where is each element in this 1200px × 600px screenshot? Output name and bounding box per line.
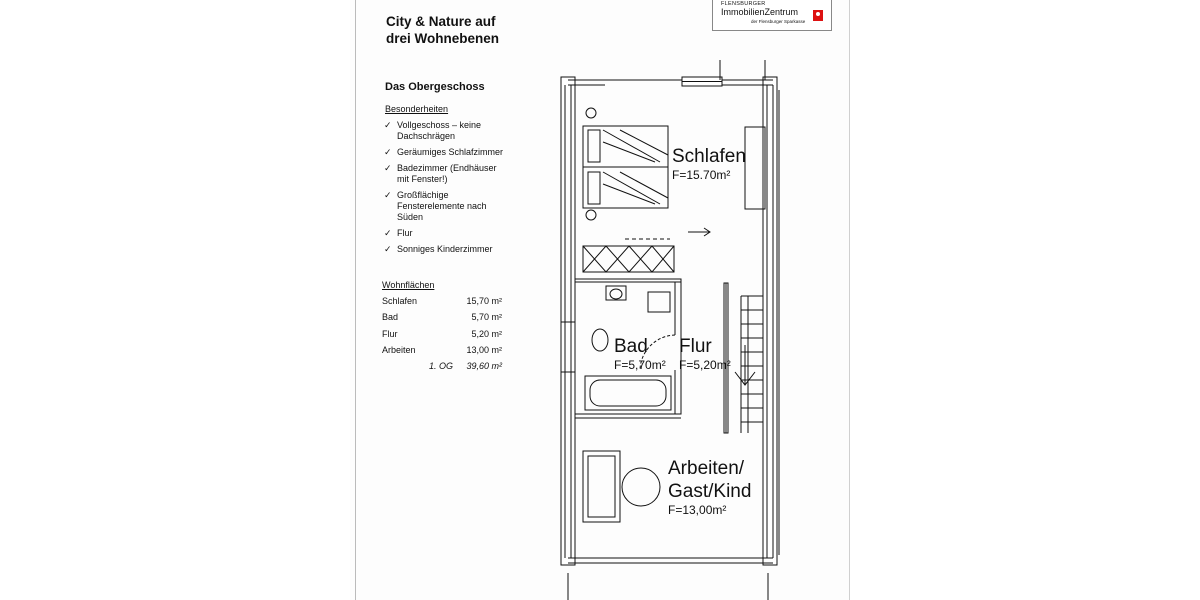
logo-line-1: FLENSBURGER	[721, 1, 766, 7]
checkmark-icon: ✓	[384, 147, 392, 157]
direction-arrow-icon	[625, 228, 710, 239]
room-name: Schlafen	[672, 146, 746, 167]
features-heading: Besonderheiten	[385, 104, 449, 114]
area-total-name: 1. OG	[429, 361, 454, 372]
checkmark-icon: ✓	[384, 120, 392, 130]
feature-text: Badezimmer (Endhäuser mit Fenster!)	[397, 163, 497, 184]
double-bed	[583, 108, 668, 220]
staircase	[735, 296, 763, 433]
room-area: F=15.70m²	[672, 168, 731, 182]
room-area: F=13,00m²	[668, 503, 727, 517]
room-name: Bad	[614, 336, 648, 357]
logo-line-2: ImmobilienZentrum	[721, 7, 799, 17]
bottom-wall	[568, 558, 773, 600]
room-area: F=5,20m²	[679, 358, 731, 372]
title-line-1: City & Nature auf	[386, 14, 496, 29]
area-total-value: 39,60 m²	[466, 361, 502, 372]
logo-line-3: der Flensburger Sparkasse	[751, 19, 806, 24]
top-wall	[568, 60, 773, 86]
area-name: Arbeiten	[382, 344, 416, 355]
checkmark-icon: ✓	[384, 190, 392, 200]
checkmark-icon: ✓	[384, 163, 392, 173]
room-area: F=5,70m²	[614, 358, 666, 372]
areas-heading: Wohnflächen	[382, 280, 435, 290]
area-value: 13,00 m²	[466, 344, 502, 355]
room-flur	[679, 335, 731, 372]
room-arbeiten	[668, 457, 751, 517]
feature-text: Flur	[397, 228, 413, 238]
room-bad	[614, 335, 666, 372]
feature-text: Sonniges Kinderzimmer	[397, 244, 493, 254]
room-name-line-2: Gast/Kind	[668, 481, 752, 502]
feature-text: Vollgeschoss – keine Dachschrägen	[397, 120, 482, 141]
area-name: Schlafen	[382, 296, 418, 306]
checkmark-icon: ✓	[384, 244, 392, 254]
section-title: Das Obergeschoss	[385, 81, 485, 93]
room-name-line-1: Arbeiten/	[668, 458, 745, 479]
area-value: 5,70 m²	[471, 312, 502, 323]
checkmark-icon: ✓	[384, 228, 392, 238]
area-name: Flur	[382, 328, 398, 339]
area-value: 5,20 m²	[471, 328, 502, 339]
feature-text: Großflächige Fensterelemente nach Süden	[397, 190, 487, 222]
room-name: Flur	[679, 336, 712, 357]
title-line-2: drei Wohnebenen	[386, 31, 500, 46]
left-wall	[561, 77, 575, 565]
office-furniture	[583, 451, 660, 522]
area-name: Bad	[382, 312, 399, 323]
room-schlafen	[672, 145, 746, 182]
area-value: 15,70 m²	[466, 296, 502, 306]
feature-text: Geräumiges Schlafzimmer	[397, 147, 504, 157]
